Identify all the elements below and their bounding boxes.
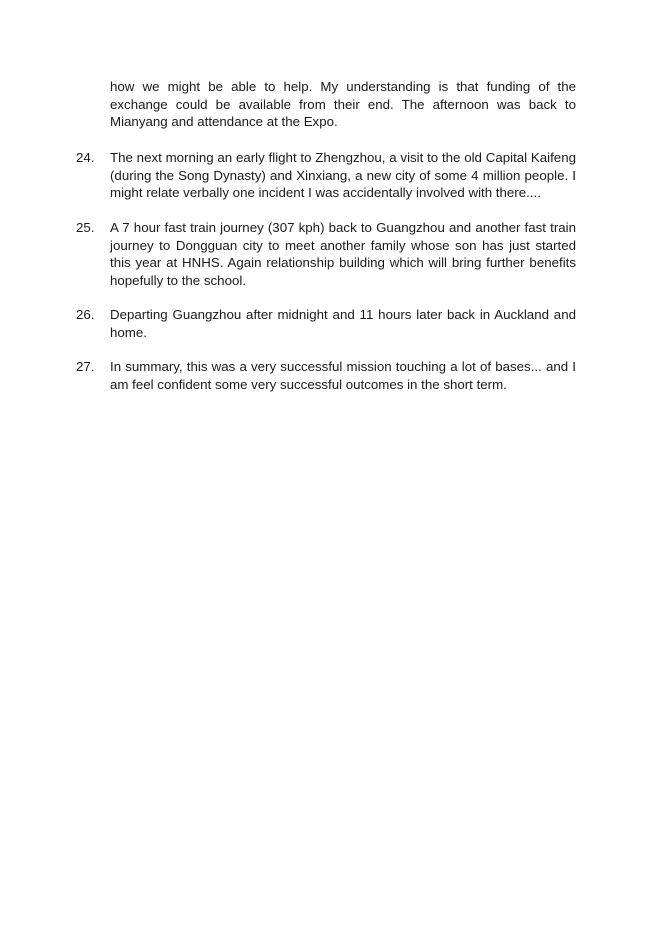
item-text: A 7 hour fast train journey (307 kph) back to Guangzhou and another fast train journey to Dongguan city to meet another family whose son has just started this year at HNHS. Again relationship building which will bring further benefits hopefully to the school. [110,220,576,288]
item-text: In summary, this was a very successful mission touching a lot of bases... and I am feel confident some very successful outcomes in the short term. [110,359,576,392]
list-item [76,219,576,289]
item-number: 24. [76,150,95,165]
item-number: 26. [76,307,95,322]
list-item [76,306,576,341]
continuation-paragraph: how we might be able to help. My understanding is that funding of the exchange could be available from their end. The afternoon was back to Mianyang and attendance at the Expo. [110,79,576,130]
list-item [76,358,576,393]
list-item [76,149,576,202]
item-number: 27. [76,359,95,374]
item-text: Departing Guangzhou after midnight and 11 hours later back in Auckland and home. [110,307,576,340]
item-text: The next morning an early flight to Zhengzhou, a visit to the old Capital Kaifeng (during the Song Dynasty) and Xinxiang, a new city of some 4 million people. I might relate verbally one incident I was accidentally involved with there.... [110,150,576,201]
item-number: 25. [76,220,95,235]
